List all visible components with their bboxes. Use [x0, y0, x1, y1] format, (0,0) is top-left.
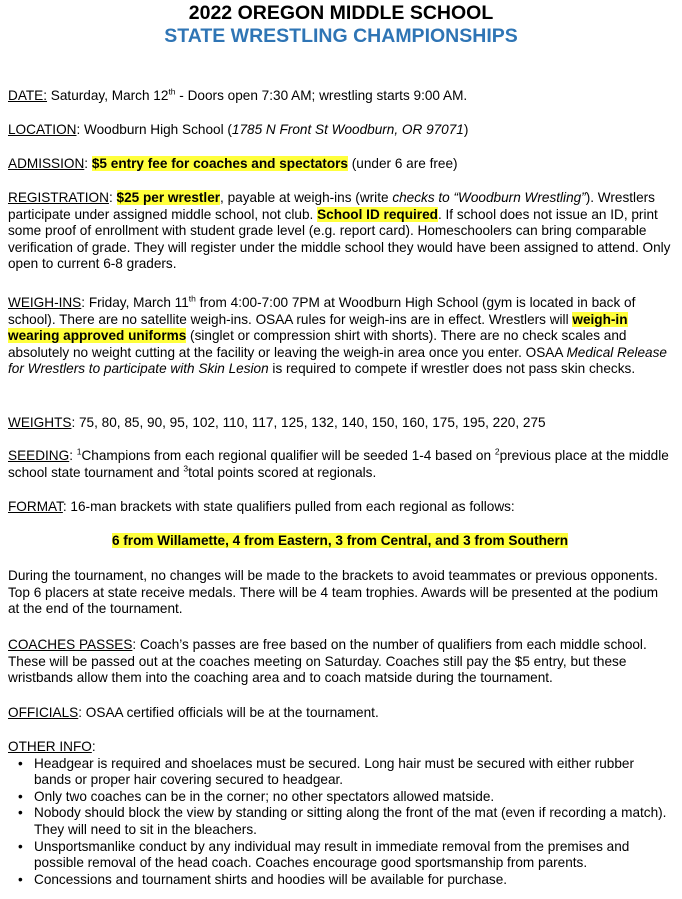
seeding-sup-3: 3	[183, 463, 189, 474]
weights-section	[8, 415, 672, 432]
list-item	[18, 838, 672, 872]
location-text: : Woodburn High School (	[76, 122, 232, 137]
list-item-text: Only two coaches can be in the corner; no other spectators allowed matside.	[34, 788, 495, 804]
other-info-list	[8, 756, 672, 889]
other-info-colon: :	[91, 739, 96, 754]
other-info-label: OTHER INFO	[8, 739, 92, 754]
date-sup: th	[168, 86, 176, 97]
location-address: 1785 N Front St Woodburn, OR 97071	[231, 122, 464, 137]
coaches-section	[8, 637, 672, 687]
list-item-text: Unsportsmanlike conduct by any individual may result in immediate removal from the premises and possible removal of the head coach. Coaches encourage good sportsmanship from parents.	[34, 838, 630, 871]
coaches-label: COACHES PASSES	[8, 637, 133, 652]
registration-colon: :	[108, 190, 117, 205]
registration-text: , payable at weigh-ins (write	[220, 190, 393, 205]
registration-fee: $25 per wrestler	[116, 190, 221, 205]
seeding-text-4: total points scored at regionals.	[188, 464, 377, 480]
weighins-highlight: weigh-in wearing approved uniforms	[8, 311, 628, 344]
officials-label: OFFICIALS	[8, 705, 79, 720]
bullet-icon: •	[18, 838, 23, 854]
format-highlight: 6 from Willamette, 4 from Eastern, 3 from Central, and 3 from Southern	[111, 533, 569, 548]
weighins-text-4: is required to compete if wrestler does not pass skin checks.	[268, 361, 636, 377]
registration-text-2: ). Wrestlers participate under assigned middle school, not club.	[8, 190, 655, 222]
bullet-icon: •	[18, 755, 23, 771]
admission-text: (under 6 are free)	[347, 156, 458, 171]
date-label: DATE:	[8, 88, 48, 103]
weighins-label: WEIGH-INS	[8, 295, 82, 310]
list-item-text: Concessions and tournament shirts and hoodies will be available for purchase.	[34, 871, 508, 887]
seeding-text: :	[69, 448, 77, 463]
coaches-text: : Coach’s passes are free based on the number of qualifiers from each middle school. These will be passed out at the coaches meeting on Saturday. Coaches still pay the $5 entry, but these wristbands allow them into the coaching area and to coach matside during the tournament.	[8, 637, 647, 686]
officials-text: : OSAA certified officials will be at the tournament.	[78, 705, 379, 720]
seeding-label: SEEDING	[8, 448, 70, 463]
list-item	[18, 805, 672, 838]
date-text-2: - Doors open 7:30 AM; wrestling starts 9:00 AM.	[175, 88, 468, 103]
bullet-icon: •	[18, 788, 23, 804]
bullet-icon: •	[18, 805, 23, 821]
seeding-section	[8, 448, 672, 481]
seeding-sup-1: 1	[76, 446, 82, 457]
admission-section	[8, 156, 672, 173]
format-label: FORMAT	[8, 499, 63, 514]
weights-label: WEIGHTS	[8, 415, 72, 430]
location-text-2: )	[463, 122, 469, 137]
admission-highlight: $5 entry fee for coaches and spectators	[91, 156, 348, 171]
weighins-section	[8, 295, 672, 378]
other-info-heading	[8, 739, 672, 756]
format-highlight-line	[8, 533, 672, 550]
admission-colon: :	[84, 156, 92, 171]
format-paragraph: During the tournament, no changes will be made to the brackets to avoid teammates or previous opponents. Top 6 placers at state receive medals. There will be 4 team trophies. Awards will be presented at the podium at the end of the tournament.	[8, 568, 659, 617]
format-section	[8, 499, 672, 516]
registration-text-3: . If school does not issue an ID, print some proof of enrollment with student grade level (e.g. report card). Homeschoolers can bring comparable verification of grade. They will register under the middle school they would have been assigned to attend. Only open to current 6-8 graders.	[8, 206, 671, 272]
format-text: : 16-man brackets with state qualifiers pulled from each regional as follows:	[62, 499, 515, 514]
list-item	[18, 871, 672, 889]
registration-checks: checks to “Woodburn Wrestling”	[392, 190, 586, 205]
registration-section	[8, 190, 672, 273]
list-item	[18, 788, 672, 806]
location-label: LOCATION	[8, 122, 77, 137]
registration-id-required: School ID required	[317, 206, 438, 222]
weighins-text-3: (singlet or compression shirt with shorts). There are no check scales and absolutely no weight cutting at the facility or leaving the weigh-in area once you enter. OSAA	[8, 328, 627, 360]
weighins-text: : Friday, March 11	[81, 295, 189, 310]
weighins-medical-release: Medical Release for Wrestlers to participate with Skin Lesion	[8, 344, 667, 377]
page-subtitle: STATE WRESTLING CHAMPIONSHIPS	[164, 25, 518, 47]
date-section	[8, 88, 672, 105]
admission-label: ADMISSION	[8, 156, 85, 171]
list-item-text: Headgear is required and shoelaces must be secured. Long hair must be secured with either rubber bands or proper hair covering secured to headgear.	[34, 755, 634, 788]
weighins-text-2: from 4:00-7:00 7PM at Woodburn High School (gym is located in back of school). There are no satellite weigh-ins. OSAA rules for weigh-ins are in effect. Wrestlers will	[8, 295, 636, 327]
other-info-section	[8, 739, 672, 888]
seeding-text-3: previous place at the middle school state tournament and	[8, 448, 669, 480]
page-title: 2022 OREGON MIDDLE SCHOOL	[188, 2, 494, 24]
officials-section	[8, 705, 672, 722]
seeding-text-2: Champions from each regional qualifier will be seeded 1-4 based on	[81, 448, 495, 463]
weighins-sup: th	[188, 293, 196, 304]
seeding-sup-2: 2	[494, 446, 500, 457]
registration-label: REGISTRATION	[8, 190, 109, 205]
location-section	[8, 122, 672, 139]
bullet-icon: •	[18, 871, 23, 887]
list-item-text: Nobody should block the view by standing or sitting along the front of the mat (even if recording a match). They will need to sit in the bleachers.	[34, 805, 667, 837]
list-item	[18, 755, 672, 789]
date-text: Saturday, March 12	[47, 88, 169, 103]
weights-text: : 75, 80, 85, 90, 95, 102, 110, 117, 125, 132, 140, 150, 160, 175, 195, 220, 275	[71, 415, 546, 430]
